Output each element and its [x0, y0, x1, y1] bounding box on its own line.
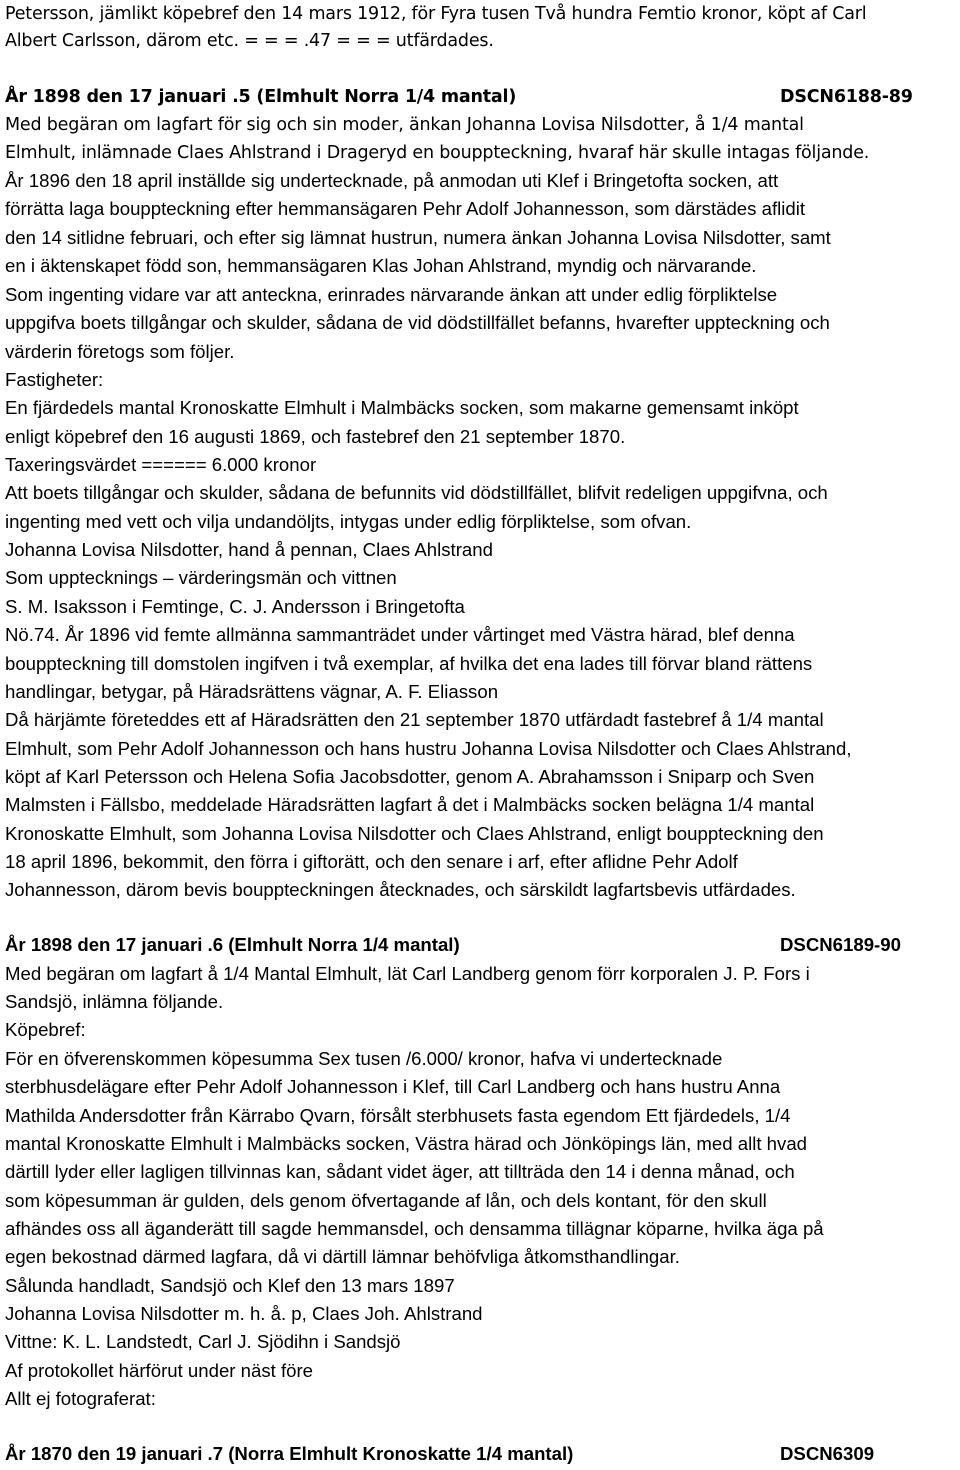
text-line: handlingar, betygar, på Häradsrättens vägnar, A. F. Eliasson	[5, 681, 499, 702]
text-line: förrätta laga bouppteckning efter hemmansägaren Pehr Adolf Johannesson, som därstädes aflidit	[5, 198, 806, 219]
text-line: Af protokollet härförut under näst före	[5, 1360, 314, 1381]
text-line: Kronoskatte Elmhult, som Johanna Lovisa Nilsdotter och Claes Ahlstrand, enligt bouppteckning den	[5, 823, 824, 844]
text-line: Sålunda handladt, Sandsjö och Klef den 13 mars 1897	[5, 1275, 455, 1296]
text-line: Att boets tillgångar och skulder, sådana de befunnits vid dödstillfället, blifvit redeligen uppgifvna, och	[5, 482, 828, 503]
text-line: Mathilda Andersdotter från Kärrabo Qvarn, försålt sterbhusets fasta egendom Ett fjärdedels, 1/4	[5, 1105, 791, 1126]
section-heading: År 1898 den 17 januari .5 (Elmhult Norra 1/4 mantal)	[5, 87, 517, 107]
text-line: bouppteckning till domstolen ingifven i två exemplar, af hvilka det ena lades till förvar bland rättens	[5, 653, 813, 674]
text-line: S. M. Isaksson i Femtinge, C. J. Andersson i Bringetofta	[5, 596, 465, 617]
text-line: År 1896 den 18 april inställde sig undertecknade, på anmodan uti Klef i Bringetofta socken, att	[5, 170, 779, 191]
text-line: sterbhusdelägare efter Pehr Adolf Johannesson i Klef, till Carl Landberg och hans hustru Anna	[5, 1076, 781, 1097]
text-line: köpt af Karl Petersson och Helena Sofia Jacobsdotter, genom A. Abrahamsson i Sniparp och Sven	[5, 766, 815, 787]
subheading-fastigheter: Fastigheter:	[5, 369, 104, 390]
text-line: Elmhult, som Pehr Adolf Johannesson och hans hustru Johanna Lovisa Nilsdotter och Claes Ahlstrand,	[5, 738, 852, 759]
text-line: Johanna Lovisa Nilsdotter, hand å pennan, Claes Ahlstrand	[5, 539, 493, 560]
text-line: som köpesumman är gulden, dels genom öfvertagande af lån, och dels kontant, för den skull	[5, 1190, 767, 1211]
text-line: Johannesson, därom bevis bouppteckningen åtecknades, och särskildt lagfartsbevis utfärdades.	[5, 879, 796, 900]
text-line: en i äktenskapet född son, hemmansägaren Klas Johan Ahlstrand, myndig och närvarande.	[5, 255, 757, 276]
text-line: ingenting med vett och vilja undandöljts, intygas under edlig förpliktelse, som ofvan.	[5, 511, 692, 532]
intro-line: Albert Carlsson, därom etc. = = = .47 = = = utfärdades.	[5, 31, 494, 51]
text-line: egen bekostnad därmed lagfara, då vi därtill lämnar behöfvliga åtkomsthandlingar.	[5, 1246, 680, 1267]
text-line: För en öfverenskommen köpesumma Sex tusen /6.000/ kronor, hafva vi undertecknade	[5, 1048, 723, 1069]
text-line: mantal Kronoskatte Elmhult i Malmbäcks socken, Västra härad och Jönköpings län, med allt hvad	[5, 1133, 808, 1154]
text-line: Malmsten i Fällsbo, meddelade Häradsrätten lagfart å det i Malmbäcks socken belägna 1/4 mantal	[5, 794, 815, 815]
text-line: enligt köpebref den 16 augusti 1869, och fastebref den 21 september 1870.	[5, 426, 626, 447]
text-line: En fjärdedels mantal Kronoskatte Elmhult i Malmbäcks socken, som makarne gemensamt inköpt	[5, 397, 799, 418]
text-line: därtill lyder eller lagligen tillvinnas kan, sådant videt äger, att tillträda den 14 i denna månad, och	[5, 1161, 795, 1182]
text-line: Sandsjö, inlämna följande.	[5, 991, 224, 1012]
text-line: Med begäran om lagfart för sig och sin moder, änkan Johanna Lovisa Nilsdotter, å 1/4 mantal	[5, 115, 804, 135]
section-heading: År 1898 den 17 januari .6 (Elmhult Norra 1/4 mantal)	[5, 934, 460, 955]
section-reference: DSCN6309	[780, 1443, 875, 1464]
subheading-kopebref: Köpebref:	[5, 1019, 86, 1040]
text-line: Elmhult, inlämnade Claes Ahlstrand i Drageryd en bouppteckning, hvaraf här skulle intagas följande.	[5, 143, 870, 163]
text-line: Johanna Lovisa Nilsdotter m. h. å. p, Claes Joh. Ahlstrand	[5, 1303, 483, 1324]
text-line: den 14 sitlidne februari, och efter sig lämnat hustrun, numera änkan Johanna Lovisa Nilsdotter, samt	[5, 227, 831, 248]
text-line: Med begäran om lagfart å 1/4 Mantal Elmhult, lät Carl Landberg genom förr korporalen J. P. Fors i	[5, 963, 810, 984]
section-reference: DSCN6189-90	[780, 934, 901, 955]
text-line: uppgifva boets tillgångar och skulder, sådana de vid dödstillfället befanns, hvarefter uppteckning och	[5, 312, 830, 333]
intro-line: Petersson, jämlikt köpebref den 14 mars 1912, för Fyra tusen Två hundra Femtio kronor, köpt af Carl	[5, 4, 867, 24]
section-reference: DSCN6188-89	[780, 87, 913, 107]
text-line: Allt ej fotograferat:	[5, 1388, 156, 1409]
text-line: Som upptecknings – värderingsmän och vittnen	[5, 567, 397, 588]
text-line: afhändes oss all äganderätt till sagde hemmansdel, och densamma tillägnar köparne, hvilka äga på	[5, 1218, 824, 1239]
text-line: värderin företogs som följer.	[5, 341, 235, 362]
text-line: Då härjämte företeddes ett af Häradsrätten den 21 september 1870 utfärdadt fastebref å 1/4 mantal	[5, 709, 824, 730]
text-line: Nö.74. År 1896 vid femte allmänna sammanträdet under vårtinget med Västra härad, blef denna	[5, 624, 795, 645]
text-line: 18 april 1896, bekommit, den förra i giftorätt, och den senare i arf, efter aflidne Pehr Adolf	[5, 851, 738, 872]
section-heading: År 1870 den 19 januari .7 (Norra Elmhult Kronoskatte 1/4 mantal)	[5, 1443, 574, 1464]
text-line: Taxeringsvärdet ====== 6.000 kronor	[5, 454, 317, 475]
text-line: Som ingenting vidare var att anteckna, erinrades närvarande änkan att under edlig förpliktelse	[5, 284, 778, 305]
text-line: Vittne: K. L. Landstedt, Carl J. Sjödihn i Sandsjö	[5, 1331, 401, 1352]
